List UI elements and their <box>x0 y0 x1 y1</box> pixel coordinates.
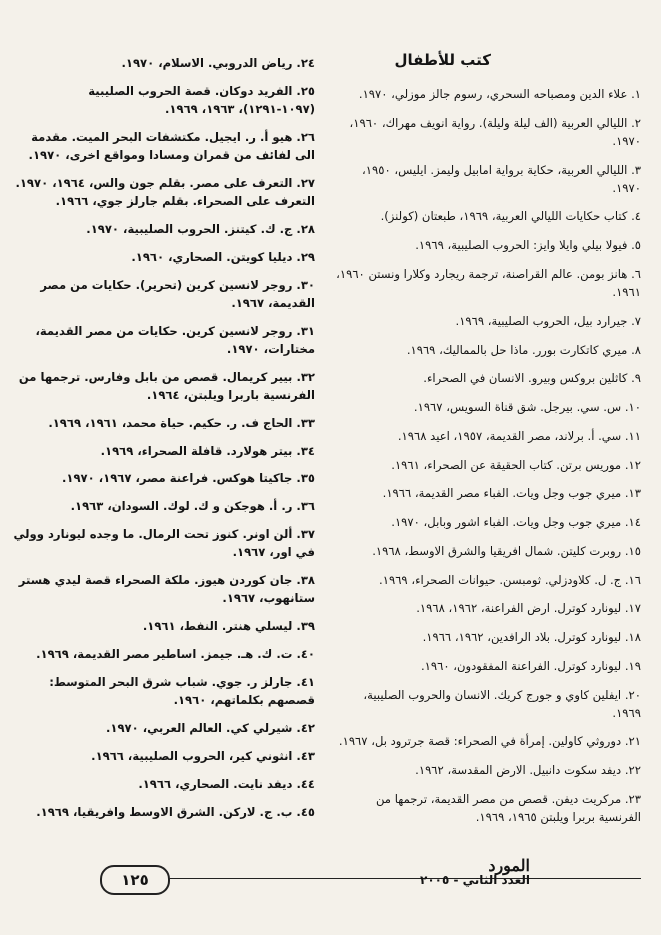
bibliography-entry: ٧. جيرارد بيل، الحروب الصليبية، ١٩٦٩. <box>455 313 641 328</box>
bibliography-entry: ١١. سي. أ. برلاند، مصر القديمة، ١٩٥٧، اعيد ١٩٦٨. <box>397 428 641 443</box>
bibliography-entry: ١٦. ج. ل. كلاودزلي. ثومبسن. حيوانات الصحراء، ١٩٦٩. <box>379 572 641 587</box>
bibliography-entry: ٥. فيولا بيلي وايلا وايز: الحروب الصليبية، ١٩٦٩. <box>415 238 641 253</box>
right-entry-list <box>335 86 641 827</box>
bibliography-entry: ٢٦. هيو أ. ر. ايجيل. مكتشفات البحر الميت. مقدمة الى لفائف من قمران ومسادا ومواقع اخرى، ١٩٧٠. <box>28 129 315 162</box>
bibliography-entry: ٦. هانز بومن. عالم القراصنة، ترجمة ريجارد وكلارا ونستن ١٩٦٠، ١٩٦١. <box>336 267 641 299</box>
bibliography-entry: ١٣. ميري جوب وجل ويات. الفباء مصر القديمة، ١٩٦٦. <box>382 486 641 501</box>
bibliography-entry: ٢٥. الفريد دوكان. قصة الحروب الصليبية (١٠٩٧-١٢٩١)، ١٩٦٣، ١٩٦٩. <box>88 83 315 116</box>
bibliography-entry: ٣٣. الحاج ف. ر. حكيم. حياة محمد، ١٩٦١، ١٩٦٩. <box>48 415 315 430</box>
bibliography-entry: ٣٦. ر. أ. هوجكن و ك. لوك. السودان، ١٩٦٣. <box>70 499 315 514</box>
bibliography-entry: ٢٠. ايفلين كاوي و جورج كريك. الانسان والحروب الصليبية، ١٩٦٩. <box>363 687 641 720</box>
bibliography-entry: ١٤. ميري جوب وجل ويات. الفباء اشور وبابل، ١٩٧٠. <box>391 515 641 530</box>
footer-rule <box>118 878 641 879</box>
magazine-name: المورد <box>488 856 530 875</box>
bibliography-entry: ٣٤. بيتر هولارد. قافلة الصحراء، ١٩٦٩. <box>100 443 315 458</box>
bibliography-entry: ٩. كاثلين بروكس وبيرو. الانسان في الصحراء. <box>423 371 641 386</box>
bibliography-entry: ٤٢. شيرلي كي. العالم العربي، ١٩٧٠. <box>105 721 315 736</box>
footer-masthead <box>400 856 530 887</box>
bibliography-entry: ٣٢. بيير كريمال. قصص من بابل وفارس. ترجمها من الفرنسية باربرا ويلبتن، ١٩٦٤. <box>18 369 315 402</box>
bibliography-entry: ٤١. جارلز ر. جوي. شباب شرق البحر المتوسط: قصصهم بكلماتهم، ١٩٦٠. <box>49 675 315 708</box>
bibliography-entry: ٣٥. جاكيتا هوكس. فراعنة مصر، ١٩٦٧، ١٩٧٠. <box>61 471 315 486</box>
bibliography-entry: ٣٨. جان كوردن هيوز. ملكة الصحراء قصة ليدي هستر ستانهوب، ١٩٦٧. <box>18 573 315 606</box>
bibliography-entry: ٢١. دوروثي كاولين. إمرأة في الصحراء: قصة جرترود بل، ١٩٦٧. <box>338 734 641 749</box>
bibliography-entry: ٢. الليالي العربية (الف ليلة وليلة). رواية انويف مهراك، ١٩٦٠، ١٩٧٠. <box>349 116 641 148</box>
bibliography-entry: ٢٣. مركريت ديفن. قصص من مصر القديمة، ترجمها من الفرنسية بربرا ويلبتن ١٩٦٥، ١٩٦٩. <box>375 791 641 824</box>
page-number: ١٢٥ <box>100 865 170 895</box>
bibliography-entry: ١٨. ليونارد كوترل. بلاد الرافدين، ١٩٦٢، ١٩٦٦. <box>422 630 641 645</box>
bibliography-entry: ٣. الليالي العربية، حكاية برواية امابيل وليمز. ايليس، ١٩٥٠، ١٩٧٠. <box>362 162 641 195</box>
section-heading: كتب للأطفال <box>394 51 491 69</box>
bibliography-entry: ١٩. ليونارد كوترل. الفراعنة المفقودون، ١٩٦٠. <box>420 658 641 673</box>
bibliography-entry: ٢٢. ديفد سكوت دانبيل. الارض المقدسة، ١٩٦٢. <box>415 763 641 778</box>
left-column <box>13 55 315 832</box>
bibliography-entry: ٢٩. ديليا كويتن. الصحاري، ١٩٦٠. <box>131 249 315 264</box>
bibliography-entry: ٣٠. روجر لانسين كرين (تحرير). حكايات من مصر القديمة، ١٩٦٧. <box>40 277 315 310</box>
bibliography-entry: ١٠. س. سي. بيرجل. شق قناة السويس، ١٩٦٧. <box>413 400 641 415</box>
bibliography-entry: ٣٩. ليسلي هنتر. النفط، ١٩٦١. <box>142 619 315 634</box>
bibliography-entry: ٢٤. رياض الدروبي. الاسلام، ١٩٧٠. <box>121 56 315 70</box>
right-column <box>335 51 641 838</box>
bibliography-entry: ٢٧. التعرف على مصر. بقلم جون والس، ١٩٦٤، ١٩٧٠. التعرف على الصحراء. بقلم جارلز جوي، ١٩٦٦. <box>15 175 315 208</box>
left-entry-list <box>13 55 315 822</box>
bibliography-entry: ١٧. ليونارد كوترل. ارض الفراعنة، ١٩٦٢، ١٩٦٨. <box>416 601 641 616</box>
bibliography-entry: ٤٥. ب. ج. لاركن. الشرق الاوسط وافريقيا، ١٩٦٩. <box>36 805 315 820</box>
bibliography-entry: ١٢. موريس برتن. كتاب الحقيقة عن الصحراء، ١٩٦١. <box>391 457 641 472</box>
bibliography-entry: ٤٤. ديفد نايت. الصحاري، ١٩٦٦. <box>138 777 315 792</box>
bibliography-entry: ٤. كتاب حكايات الليالي العربية، ١٩٦٩، طبعتان (كولنز). <box>380 209 641 224</box>
bibliography-entry: ٢٨. ج. ك. كيتنز. الحروب الصليبية، ١٩٧٠. <box>86 221 315 236</box>
bibliography-entry: ٤٣. انثوني كير، الحروب الصليبية، ١٩٦٦. <box>91 749 315 764</box>
bibliography-entry: ٤٠. ت. ك. هـ. جيمز. اساطير مصر القديمة، ١٩٦٩. <box>36 647 315 662</box>
bibliography-entry: ١٥. روبرت كليتن. شمال افريقيا والشرق الاوسط، ١٩٦٨. <box>372 543 641 558</box>
bibliography-entry: ١. علاء الدين ومصباحه السحري، رسوم جالز موزلي، ١٩٧٠. <box>358 87 641 102</box>
issue-label: العدد الثاني - ٢٠٠٥ <box>420 873 530 887</box>
bibliography-entry: ٣٧. ألن اونر. كنوز تحت الرمال. ما وجده ليونارد وولي في اور، ١٩٦٧. <box>13 527 315 560</box>
bibliography-entry: ٣١. روجر لانسين كرين. حكايات من مصر القديمة، مختارات، ١٩٧٠. <box>35 323 315 356</box>
bibliography-entry: ٨. ميري كاتكارت بورر. ماذا حل بالمماليك، ١٩٦٩. <box>406 342 641 357</box>
